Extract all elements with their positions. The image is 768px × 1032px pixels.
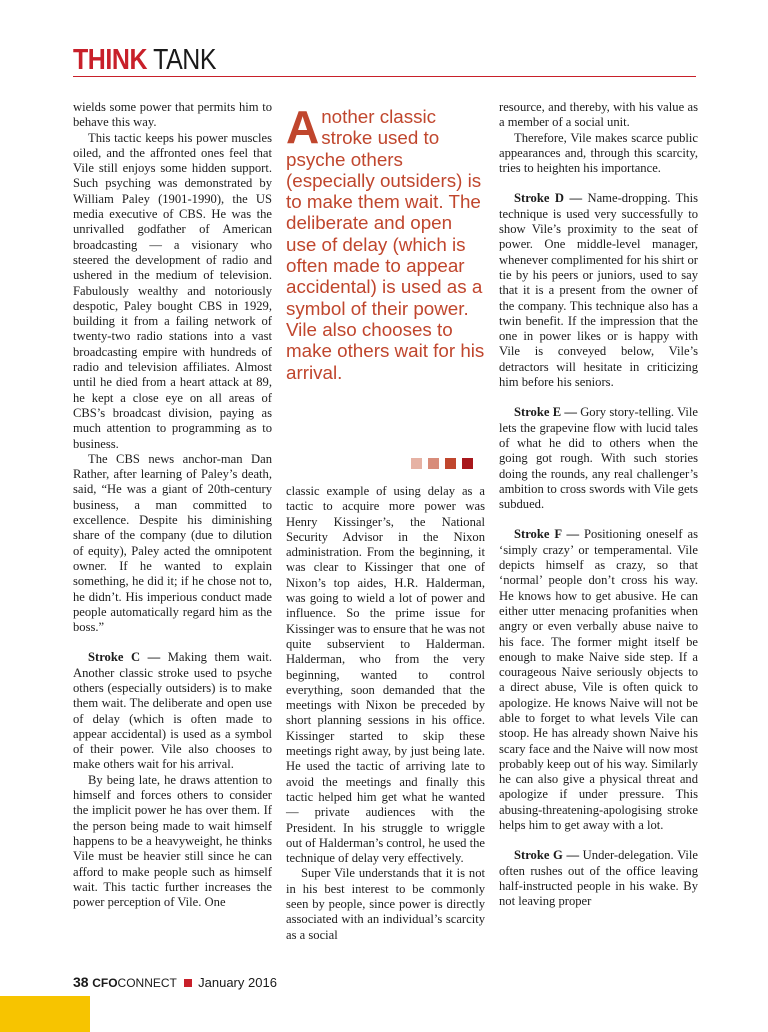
header-rule: [73, 76, 696, 77]
corner-color-block: [0, 996, 90, 1032]
paragraph: Super Vile understands that it is not in his best interest to be commonly seen by people, since power is directly associated with an individual’s scarcity as a social: [286, 866, 485, 942]
stroke-c-paragraph: [73, 650, 272, 772]
section-header: [73, 44, 216, 76]
stroke-e-label: Stroke E —: [514, 405, 577, 420]
brand-cfo: CFO: [92, 976, 118, 990]
square-2: [428, 458, 439, 469]
page-number: 38: [73, 974, 89, 990]
paragraph: wields some power that permits him to behave this way.: [73, 100, 272, 130]
stroke-e-paragraph: [499, 405, 698, 512]
column-3: [499, 100, 698, 910]
pull-quote-squares: [411, 458, 473, 469]
header-tank: TANK: [153, 44, 217, 76]
stroke-c-text: Making them wait. Another classic stroke used to psyche others (especially outsiders) is to make them wait. The deliberate and open use of delay (which is often made to appear accidental) is used as a symbol of their power. Vile also chooses to make others wait for his arrival.: [73, 650, 272, 772]
paragraph: Therefore, Vile makes scarce public appearances and, through this scarcity, tries to heighten his importance.: [499, 130, 698, 176]
issue-date: January 2016: [198, 975, 277, 990]
stroke-f-text: Positioning oneself as ‘simply crazy’ or temperamental. Vile depicts himself as crazy, so that ‘normal’ people don’t cross his way. He knows how to get abusive. He can either utter menacing profanities when angry or even verbally abuse naive to his face. The former might itself be enough to make Naive side step. If a courageous Naive seriously objects to a direct abuse, Vile is often quick to apologize. He knows Naive will not be able to forget to what levels Vile can stoop. He has already shown Naive his scary face and the Naive will now most probably keep out of his way. Similarly he can also give a physical threat and apologize if under pressure. This abusing-threatening-apologising stroke helps him to get away with a lot.: [499, 527, 698, 833]
square-4: [462, 458, 473, 469]
stroke-d-label: Stroke D —: [514, 191, 583, 206]
pull-quote-text: nother classic stroke used to psyche others (especially outsiders) is to make them wait. The deliberate and open use of delay (which is often made to appear accidental) is used as a symbol of their power. Vile also chooses to make others wait for his arrival.: [286, 106, 485, 383]
stroke-c-label: Stroke C —: [88, 650, 161, 665]
header-think: THINK: [73, 44, 148, 76]
square-1: [411, 458, 422, 469]
paragraph: resource, and thereby, with his value as a member of a social unit.: [499, 100, 698, 130]
stroke-d-text: Name-dropping. This technique is used very successfully to show Vile’s proximity to the seat of power. One middle-level manager, whenever complimented for his shirt or tie by his peers or juniors, used to say that it is a present from the owner of the company. This technique also has a twin benefit. If the impression that the one in power likes or is happy with Vile is conveyed below, Vile’s detractors will hesitate in criticizing him before his seniors.: [499, 191, 698, 390]
page-footer: [73, 974, 277, 990]
paragraph: This tactic keeps his power muscles oiled, and the affronted ones feel that Vile still enjoys some hidden support. Such psyching was demonstrated by William Paley (1901-1990), the US media executive of CBS. He was the unrivalled godfather of American broadcasting — a visionary who steered the development of radio and ushered in the medium of television. Fabulously wealthy and notoriously despotic, Paley bought CBS in 1929, building it from a failing network of twenty-two radio stations into a vast broadcasting empire with hundreds of radio and television affiliates. Almost until he died from a heart attack at 89, he kept a close eye on all areas of CBS’s broadcast division, paying as much attention to programming as to business.: [73, 130, 272, 451]
paragraph: By being late, he draws attention to himself and forces others to consider the implicit power he has over them. If the person being made to wait himself happens to be a heavyweight, he thinks Vile must be heavier still since he can afford to make people such as himself wait. This tactic further increases the power perception of Vile. One: [73, 772, 272, 910]
column-1: [73, 100, 272, 910]
paragraph: The CBS news anchor-man Dan Rather, after learning of Paley’s death, said, “He was a giant of 20th-century business, a man committed to excellence. Despite his diminishing share of the company (due to dilution of equity), Paley acted the omnipotent owner. If he wanted to explain something, he did it; if he chose not to, he didn’t. His imperious conduct made people automatically regard him as the boss.”: [73, 451, 272, 635]
drop-cap: A: [286, 101, 320, 153]
stroke-e-text: Gory story-telling. Vile lets the grapevine flow with lucid tales of what he did to others when the going got rough. With such stories doing the rounds, any real challenger’s ambition to cross swords with Vile gets subdued.: [499, 405, 698, 512]
square-3: [445, 458, 456, 469]
column-2: [286, 484, 485, 943]
brand-connect: CONNECT: [117, 976, 177, 990]
stroke-d-paragraph: [499, 191, 698, 390]
stroke-g-label: Stroke G —: [514, 848, 580, 863]
stroke-g-text: Under-delegation. Vile often rushes out of the office leaving half-instructed people in his wake. By not leaving proper: [499, 848, 698, 909]
footer-square: [184, 979, 192, 987]
stroke-f-label: Stroke F —: [514, 527, 580, 542]
stroke-f-paragraph: [499, 527, 698, 833]
stroke-g-paragraph: [499, 848, 698, 909]
paragraph: classic example of using delay as a tactic to acquire more power was Henry Kissinger’s, the National Security Advisor in the Nixon administration. From the beginning, it was clear to Kissinger that one of Nixon’s top aides, H.R. Halderman, was going to wield a lot of power and influence. So the prime issue for Kissinger was to ensure that he was not quite subservient to Halderman. Halderman, who from the very beginning, wanted to control everything, soon demanded that the meetings with Nixon be preceded by short planning sessions in his office. Kissinger started to skip these meetings right away, by just being late. He used the tactic of arriving late to avoid the meetings and finally this tactic helped him get what he wanted — private audiences with the President. In his struggle to wriggle out of Halderman’s control, he used the technique of delay very effectively.: [286, 484, 486, 866]
pull-quote: [286, 101, 486, 383]
